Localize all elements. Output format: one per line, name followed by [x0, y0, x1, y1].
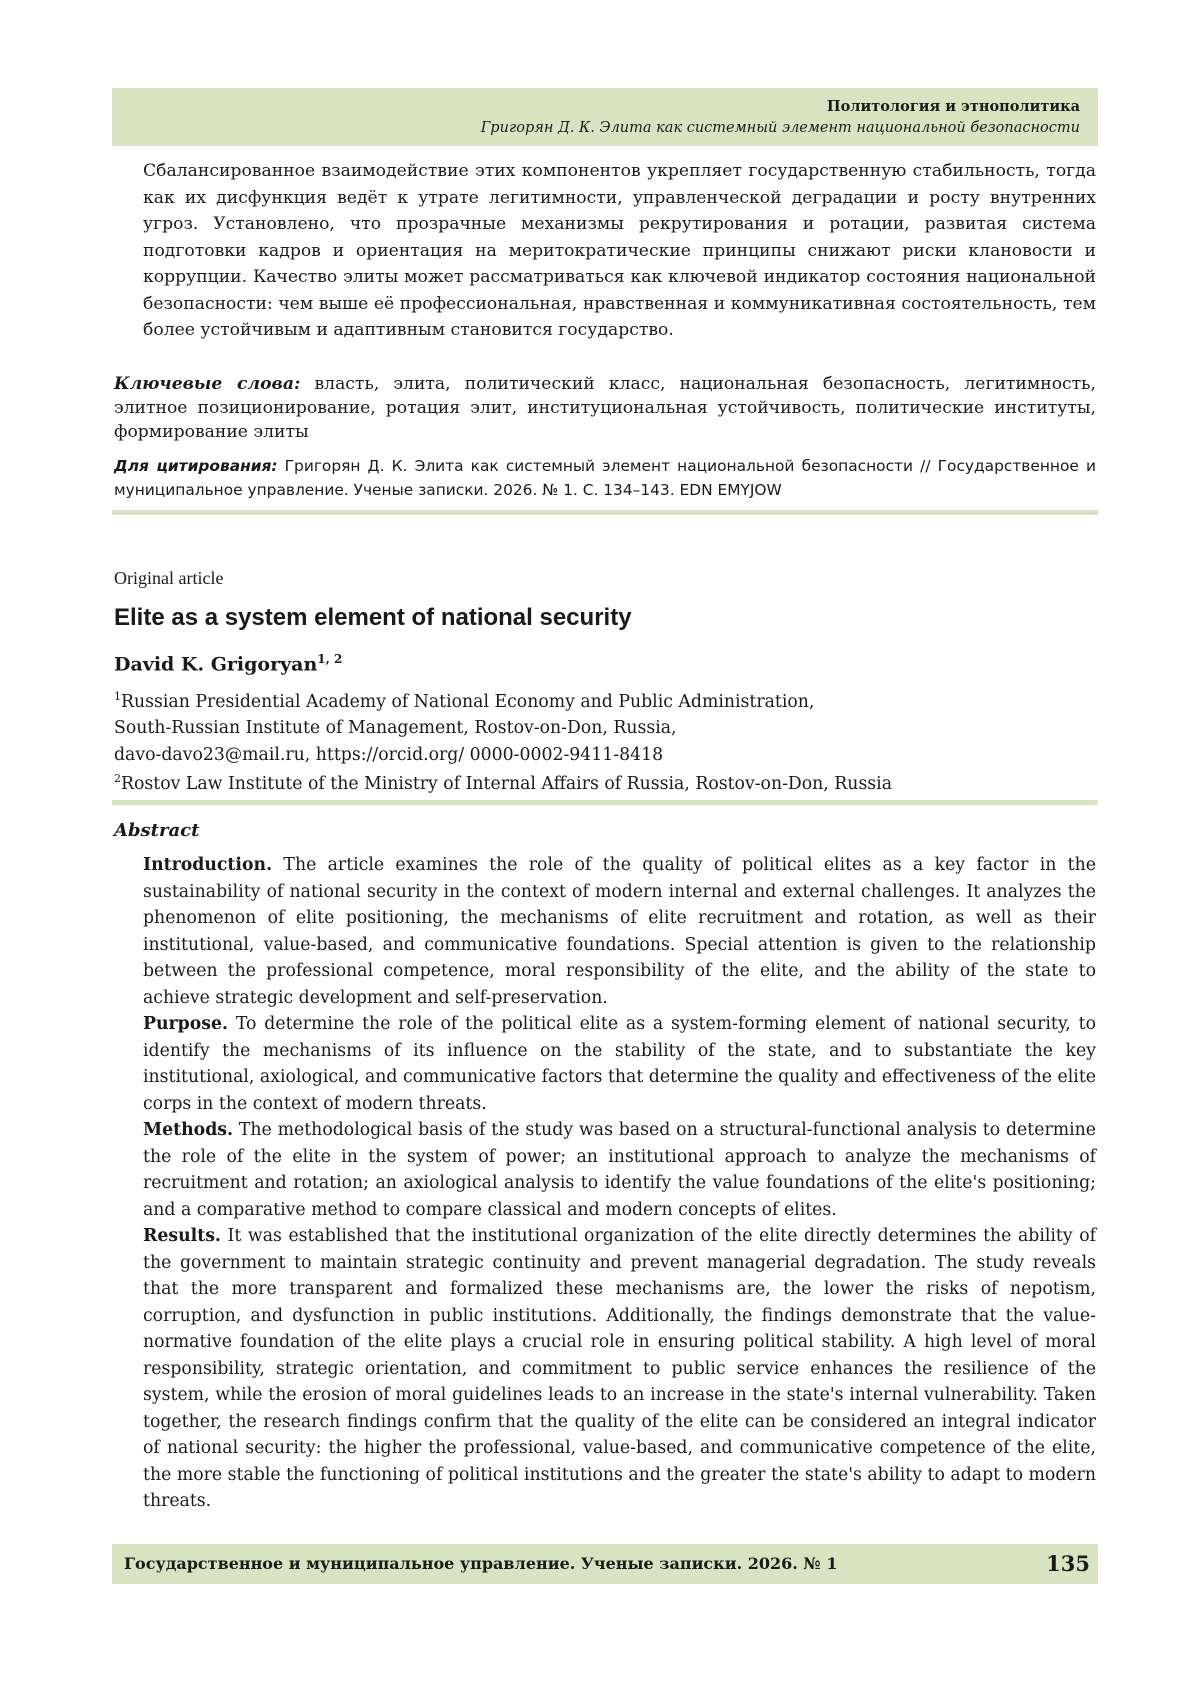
abstract-heading: Abstract [114, 820, 200, 841]
author-name-text: David K. Grigoryan [114, 653, 318, 676]
abstract-methods [143, 1117, 1096, 1223]
footer-journal-title: Государственное и муниципальное управление. Ученые записки. 2026. № 1 [124, 1554, 838, 1573]
keywords-label: Ключевые слова: [114, 374, 301, 394]
keywords-ru [114, 372, 1096, 444]
section-divider [112, 510, 1098, 515]
running-header [112, 88, 1098, 146]
affiliation-2-mark: 2 [114, 772, 121, 785]
citation-label: Для цитирования: [114, 457, 278, 475]
affiliation-2-line-1: Rostov Law Institute of the Ministry of Internal Affairs of Russia, Rostov-on-Don, Russia [121, 773, 893, 794]
introduction-text: The article examines the role of the quality of political elites as a key factor in the sustainability of national security in the context of modern internal and external challenges. It analyzes the phenomenon of elite positioning, the mechanisms of elite recruitment and rotation, as well as their institutional, value-based, and communicative foundations. Special attention is given to the relationship between the professional competence, moral responsibility of the elite, and the ability of the state to achieve strategic development and self-preservation. [143, 855, 1096, 1008]
results-text: It was established that the institutional organization of the elite directly determines the ability of the government to maintain strategic continuity and prevent managerial degradation. The study reveals that the more transparent and formalized these mechanisms are, the lower the risks of nepotism, corruption, and dysfunction in public institutions. Additionally, the findings demonstrate that the value-normative foundation of the elite plays a crucial role in ensuring political stability. A high level of moral responsibility, strategic orientation, and commitment to public service enhances the resilience of the system, while the erosion of moral guidelines leads to an increase in the state's internal vulnerability. Taken together, the research findings confirm that the quality of the elite can be considered an integral indicator of national security: the higher the professional, value-based, and communicative competence of the elite, the more stable the functioning of political institutions and the greater the state's ability to adapt to modern threats. [143, 1226, 1096, 1511]
introduction-label: Introduction. [143, 855, 273, 875]
running-title: Григорян Д. К. Элита как системный элемент национальной безопасности [480, 120, 1080, 136]
author-affil-marks: 1, 2 [317, 652, 343, 666]
abstract-divider [112, 800, 1098, 805]
methods-text: The methodological basis of the study was based on a structural-functional analysis to determine the role of the elite in the system of power; an institutional approach to analyze the mechanisms of recruitment and rotation; an axiological analysis to identify the value foundations of the elite's positioning; and a comparative method to compare classical and modern concepts of elites. [143, 1120, 1096, 1220]
affiliation-1-mark: 1 [114, 690, 121, 703]
methods-label: Methods. [143, 1120, 234, 1140]
section-rubric: Политология и этнополитика [826, 98, 1080, 115]
affiliation-2 [114, 766, 1084, 797]
purpose-label: Purpose. [143, 1014, 229, 1034]
abstract-results [143, 1223, 1096, 1515]
citation-ru [114, 454, 1096, 502]
citation-text: Григорян Д. К. Элита как системный элемент национальной безопасности // Государственное и муниципальное управление. Ученые записки. 2026. № 1. С. 134–143. EDN EMYJOW [114, 457, 1096, 499]
results-label: Results. [143, 1226, 221, 1246]
affiliation-1-email-orcid[interactable]: davo-davo23@mail.ru, https://orcid.org/ 0000-0002-9411-8418 [114, 744, 664, 765]
purpose-text: To determine the role of the political elite as a system-forming element of national security, to identify the mechanisms of its influence on the stability of the state, and to substantiate the key institutional, axiological, and communicative factors that determine the quality and effectiveness of the elite corps in the context of modern threats. [143, 1014, 1096, 1114]
abstract-introduction [143, 852, 1096, 1011]
affiliation-1 [114, 684, 1084, 768]
affiliation-1-line-2: South-Russian Institute of Management, Rostov-on-Don, Russia, [114, 718, 677, 739]
article-title: Elite as a system element of national security [114, 604, 632, 631]
affiliation-1-line-1: Russian Presidential Academy of National Economy and Public Administration, [121, 691, 815, 712]
abstract-purpose [143, 1011, 1096, 1117]
keywords-text: власть, элита, политический класс, национальная безопасность, легитимность, элитное позиционирование, ротация элит, институциональная устойчивость, политические институты, формирование элиты [114, 374, 1096, 442]
article-type: Original article [114, 568, 224, 588]
page-footer [112, 1544, 1098, 1584]
page-number: 135 [1046, 1551, 1090, 1576]
abstract-ru-paragraph: Сбалансированное взаимодействие этих компонентов укрепляет государственную стабильность, тогда как их дисфункция ведёт к утрате легитимности, управленческой деградации и росту внутренних угроз. Установлено, что прозрачные механизмы рекрутирования и ротации, развитая система подготовки кадров и ориентация на меритократические принципы снижают риски клановости и коррупции. Качество элиты может рассматриваться как ключевой индикатор состояния национальной безопасности: чем выше её профессиональная, нравственная и коммуникативная состоятельность, тем более устойчивым и адаптивным становится государство. [143, 161, 1096, 340]
author-name [114, 652, 342, 675]
